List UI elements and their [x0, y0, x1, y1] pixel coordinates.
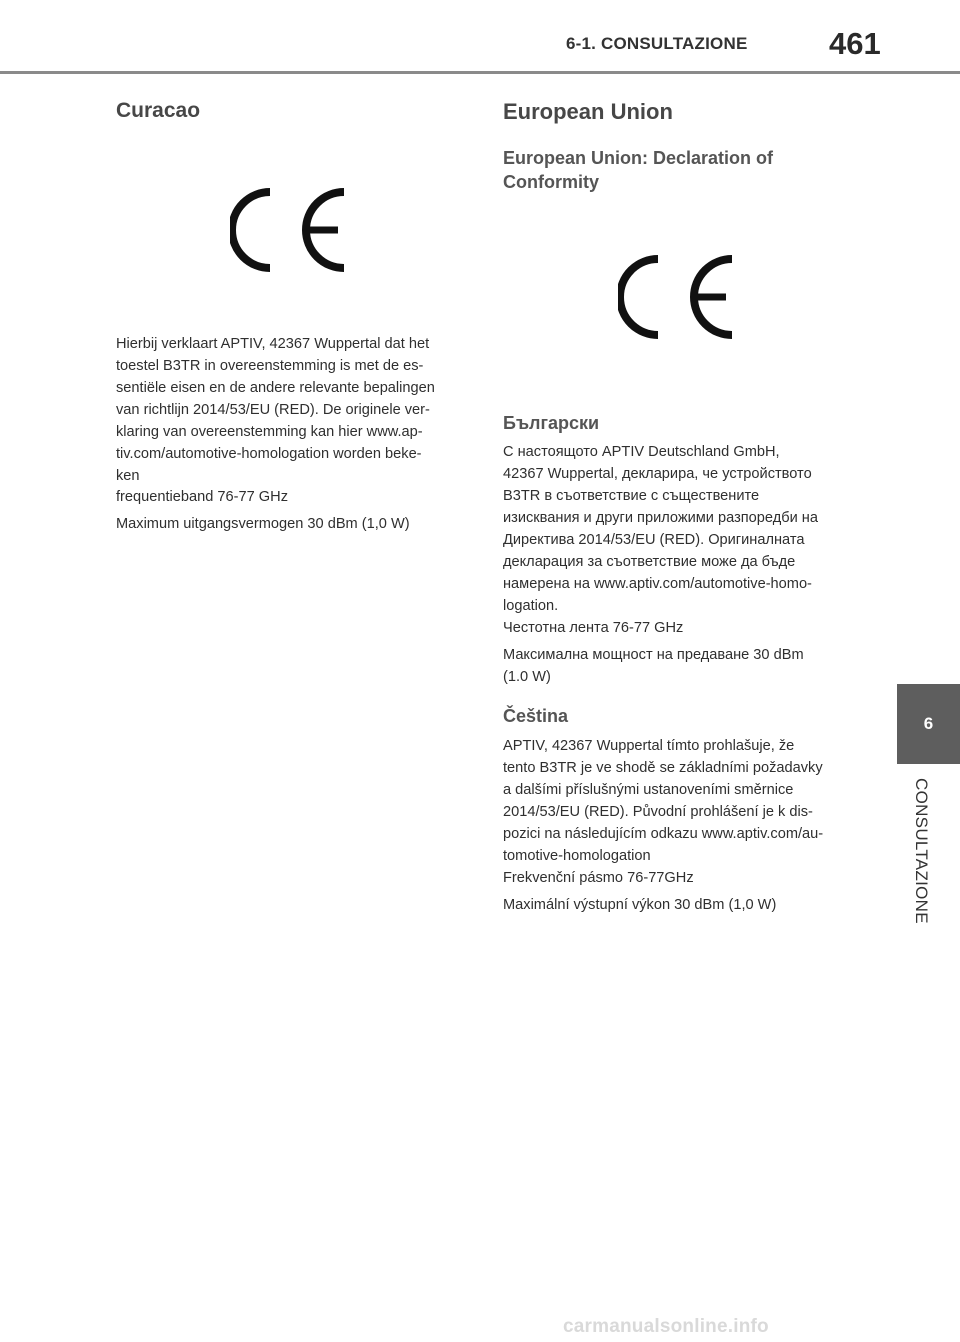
czech-frequency: Frekvenční pásmo 76-77GHz [503, 870, 694, 886]
text-line: Директива 2014/53/EU (RED). Оригиналната [503, 532, 805, 548]
text-line: van richtlijn 2014/53/EU (RED). De originele ver- [116, 402, 430, 418]
text-line: klaring van overeenstemming kan hier www.ap- [116, 424, 423, 440]
bulgarian-power [503, 644, 863, 688]
chapter-label [905, 778, 945, 948]
czech-declaration [503, 735, 863, 867]
text-line: tento B3TR je ve shodě se základními požadavky [503, 760, 823, 776]
text-line: a dalšími příslušnými ustanoveními směrnice [503, 782, 794, 798]
text-line: С настоящото APTIV Deutschland GmbH, [503, 444, 780, 460]
bulgarian-heading: Български [503, 413, 600, 433]
text-line: 42367 Wuppertal, декларира, че устройството [503, 466, 812, 482]
watermark: carmanualsonline.info [563, 1316, 769, 1337]
text-line: (1.0 W) [503, 669, 551, 685]
text-line: намерена на www.aptiv.com/automotive-homo- [503, 576, 812, 592]
section-title: 6-1. CONSULTAZIONE [566, 34, 748, 53]
text-line: sentiële eisen en de andere relevante bepalingen [116, 380, 435, 396]
chapter-tab[interactable] [897, 684, 960, 764]
header-divider [0, 71, 960, 74]
curacao-frequency: frequentieband 76-77 GHz [116, 489, 288, 505]
bulgarian-declaration [503, 441, 863, 617]
bulgarian-frequency: Честотна лента 76-77 GHz [503, 620, 684, 636]
text-line: Hierbij verklaart APTIV, 42367 Wuppertal dat het [116, 336, 430, 352]
text-line: Максимална мощност на предаване 30 dBm [503, 647, 804, 663]
eu-subtitle [503, 146, 773, 194]
curacao-power: Maximum uitgangsvermogen 30 dBm (1,0 W) [116, 516, 410, 532]
chapter-number: 6 [923, 714, 934, 733]
eu-subtitle-line: Conformity [503, 172, 599, 192]
text-line: APTIV, 42367 Wuppertal tímto prohlašuje, že [503, 738, 795, 754]
text-line: изисквания и други приложими разпоредби на [503, 510, 818, 526]
page-number: 461 [829, 26, 881, 61]
czech-heading: Čeština [503, 706, 569, 726]
eu-title: European Union [503, 99, 673, 124]
text-line: ken [116, 468, 140, 484]
chapter-label-text: CONSULTAZIONE [912, 778, 931, 924]
ce-mark-icon [230, 186, 360, 274]
text-line: tiv.com/automotive-homologation worden beke- [116, 446, 422, 462]
curacao-title: Curacao [116, 99, 201, 122]
czech-power: Maximální výstupní výkon 30 dBm (1,0 W) [503, 897, 777, 913]
curacao-declaration [116, 333, 466, 487]
text-line: 2014/53/EU (RED). Původní prohlášení je k dis- [503, 804, 813, 820]
text-line: декларация за съответствие може да бъде [503, 554, 796, 570]
ce-mark-icon [618, 253, 748, 341]
text-line: pozici na následujícím odkazu www.aptiv.com/au- [503, 826, 824, 842]
eu-subtitle-line: European Union: Declaration of [503, 148, 774, 168]
text-line: tomotive-homologation [503, 848, 651, 864]
text-line: logation. [503, 598, 559, 614]
text-line: toestel B3TR in overeenstemming is met de es- [116, 358, 424, 374]
text-line: B3TR в съответствие с съществените [503, 488, 760, 504]
